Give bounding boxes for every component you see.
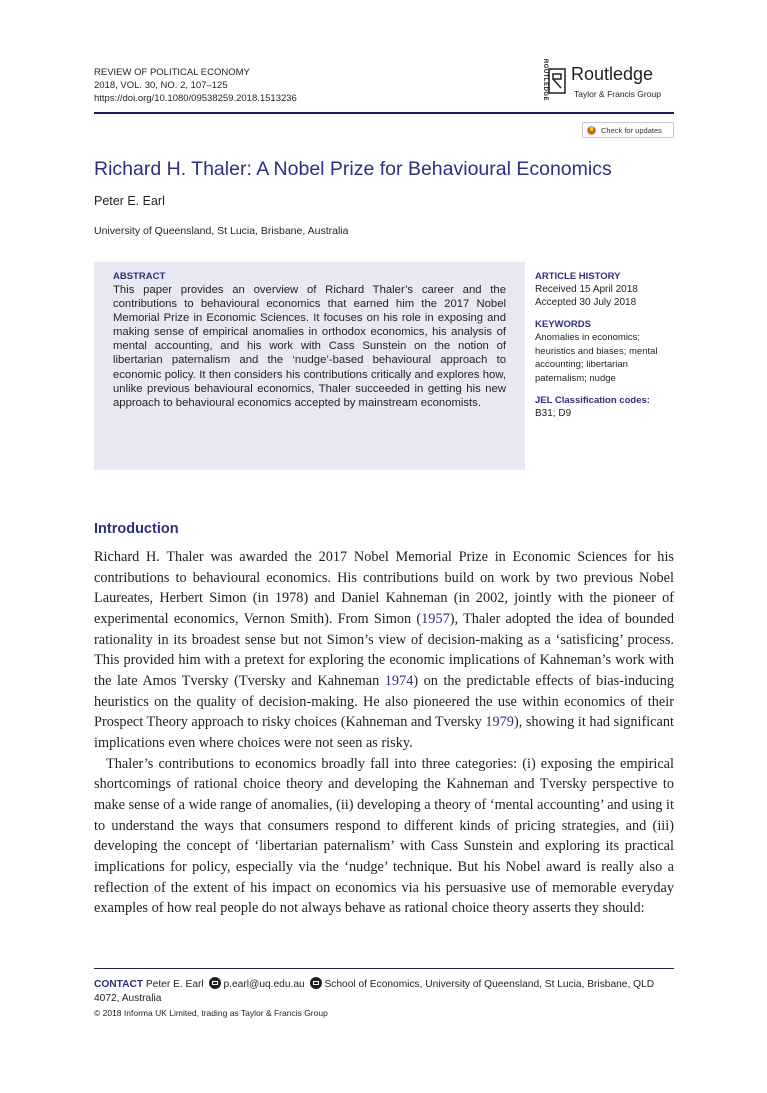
jel-codes: B31; D9 <box>535 408 572 419</box>
journal-name: REVIEW OF POLITICAL ECONOMY <box>94 67 250 78</box>
jel-heading: JEL Classification codes: <box>535 395 650 406</box>
article-sidebar <box>535 271 680 426</box>
received-date: Received 15 April 2018 <box>535 284 638 295</box>
contact-name: Peter E. Earl <box>145 979 204 990</box>
paragraph: Thaler’s contributions to economics broadly fall into three categories: (i) exposing the empirical shortcomings of rational choice theory and developing the Kahneman and Tversky perspective to make sense of a wide range of anomalies, (ii) developing a theory of ‘mental accounting’ and using it to understand the ways that consumers respond to different kinds of pricing strategies, and (iii) developing the concept of ‘libertarian paternalism’ with Cass Sunstein and exploring its practical implications for policy, especially via the ‘nudge’ technique. But his Nobel award is really also a reflection of the extent of his impact on economics via his persuasive use of memorable everyday examples of how real people do not always behave as rational choice theory asserts they should: <box>94 755 674 917</box>
citation-link[interactable]: 1957 <box>421 610 450 627</box>
address-icon <box>310 977 322 989</box>
body-text <box>94 547 674 919</box>
publisher-vertical-text: ROUTLEDGE <box>542 58 549 102</box>
accepted-date: Accepted 30 July 2018 <box>535 297 637 308</box>
routledge-logo-icon <box>548 68 566 94</box>
abstract-heading: ABSTRACT <box>113 271 166 282</box>
publisher-subtitle: Taylor & Francis Group <box>574 89 661 99</box>
contact-label: CONTACT <box>94 979 144 990</box>
introduction-heading: Introduction <box>94 521 179 537</box>
citation-link[interactable]: 1974 <box>384 672 414 689</box>
abstract-box <box>94 262 525 470</box>
article-author: Peter E. Earl <box>94 194 165 208</box>
publisher-logo <box>536 58 676 102</box>
journal-volume: 2018, VOL. 30, NO. 2, 107–125 <box>94 80 228 91</box>
footer-rule <box>94 968 674 969</box>
contact-info <box>94 977 679 1006</box>
citation-link[interactable]: 1979 <box>485 714 514 731</box>
article-history-heading: ARTICLE HISTORY <box>535 271 621 282</box>
check-for-updates-button[interactable] <box>582 122 674 138</box>
header-rule <box>94 112 674 114</box>
copyright: © 2018 Informa UK Limited, trading as Taylor & Francis Group <box>94 1008 328 1018</box>
article-title: Richard H. Thaler: A Nobel Prize for Behavioural Economics <box>94 158 612 180</box>
email-icon <box>209 977 221 989</box>
keywords-list: Anomalies in economics; heuristics and biases; mental accounting; libertarian paternalism; nudge <box>535 332 658 384</box>
contact-email[interactable]: p.earl@uq.edu.au <box>223 979 305 990</box>
paragraph: Richard H. Thaler was awarded the 2017 Nobel Memorial Prize in Economic Sciences for his contributions to behavioural economics. His contributions build on work by two previous Nobel Laureates, Herbert Simon (in 1978) and Daniel Kahneman (in 2002, jointly with the pioneer of experimental economics, Vernon Smith). From Simon (1957), Thaler adopted the idea of bounded rationality in its broadest sense but not Simon’s view of decision-making as a ‘satisficing’ process. This provided him with a pretext for exploring the economic implications of Kahneman’s work with the late Amos Tversky (Tversky and Kahneman 1974) on the predictable effects of bias-inducing heuristics on the quality of decision-making. He also pioneered the use within economics of their Prospect Theory approach to risky choices (Kahneman and Tversky 1979), showing it had significant implications even where choices were not seen as risky. <box>94 549 675 751</box>
check-for-updates-label: Check for updates <box>601 126 662 135</box>
author-affiliation: University of Queensland, St Lucia, Brisbane, Australia <box>94 225 349 237</box>
publisher-name: Routledge <box>571 64 654 84</box>
keywords-heading: KEYWORDS <box>535 319 591 330</box>
crossmark-icon <box>587 126 596 135</box>
journal-info <box>94 66 297 105</box>
contact-address: School of Economics, University of Queensland, St Lucia, Brisbane, QLD 4072, Australia <box>94 979 655 1004</box>
doi-link[interactable]: https://doi.org/10.1080/09538259.2018.1513236 <box>94 93 297 104</box>
abstract-text: This paper provides an overview of Richard Thaler’s career and the contributions to behavioural economics that earned him the 2017 Nobel Memorial Prize in Economic Sciences. It focuses on his role in exposing and making sense of empirical anomalies in orthodox economics, his analysis of mental accounting, and his work with Cass Sunstein on the notion of libertarian paternalism and the ‘nudge’-based behavioural approach to economic policy. It then considers his contributions critically and explores how, unlike previous behavioural economics, Thaler succeeded in getting his new approach to behavioural economics accepted by mainstream economists. <box>113 284 506 409</box>
